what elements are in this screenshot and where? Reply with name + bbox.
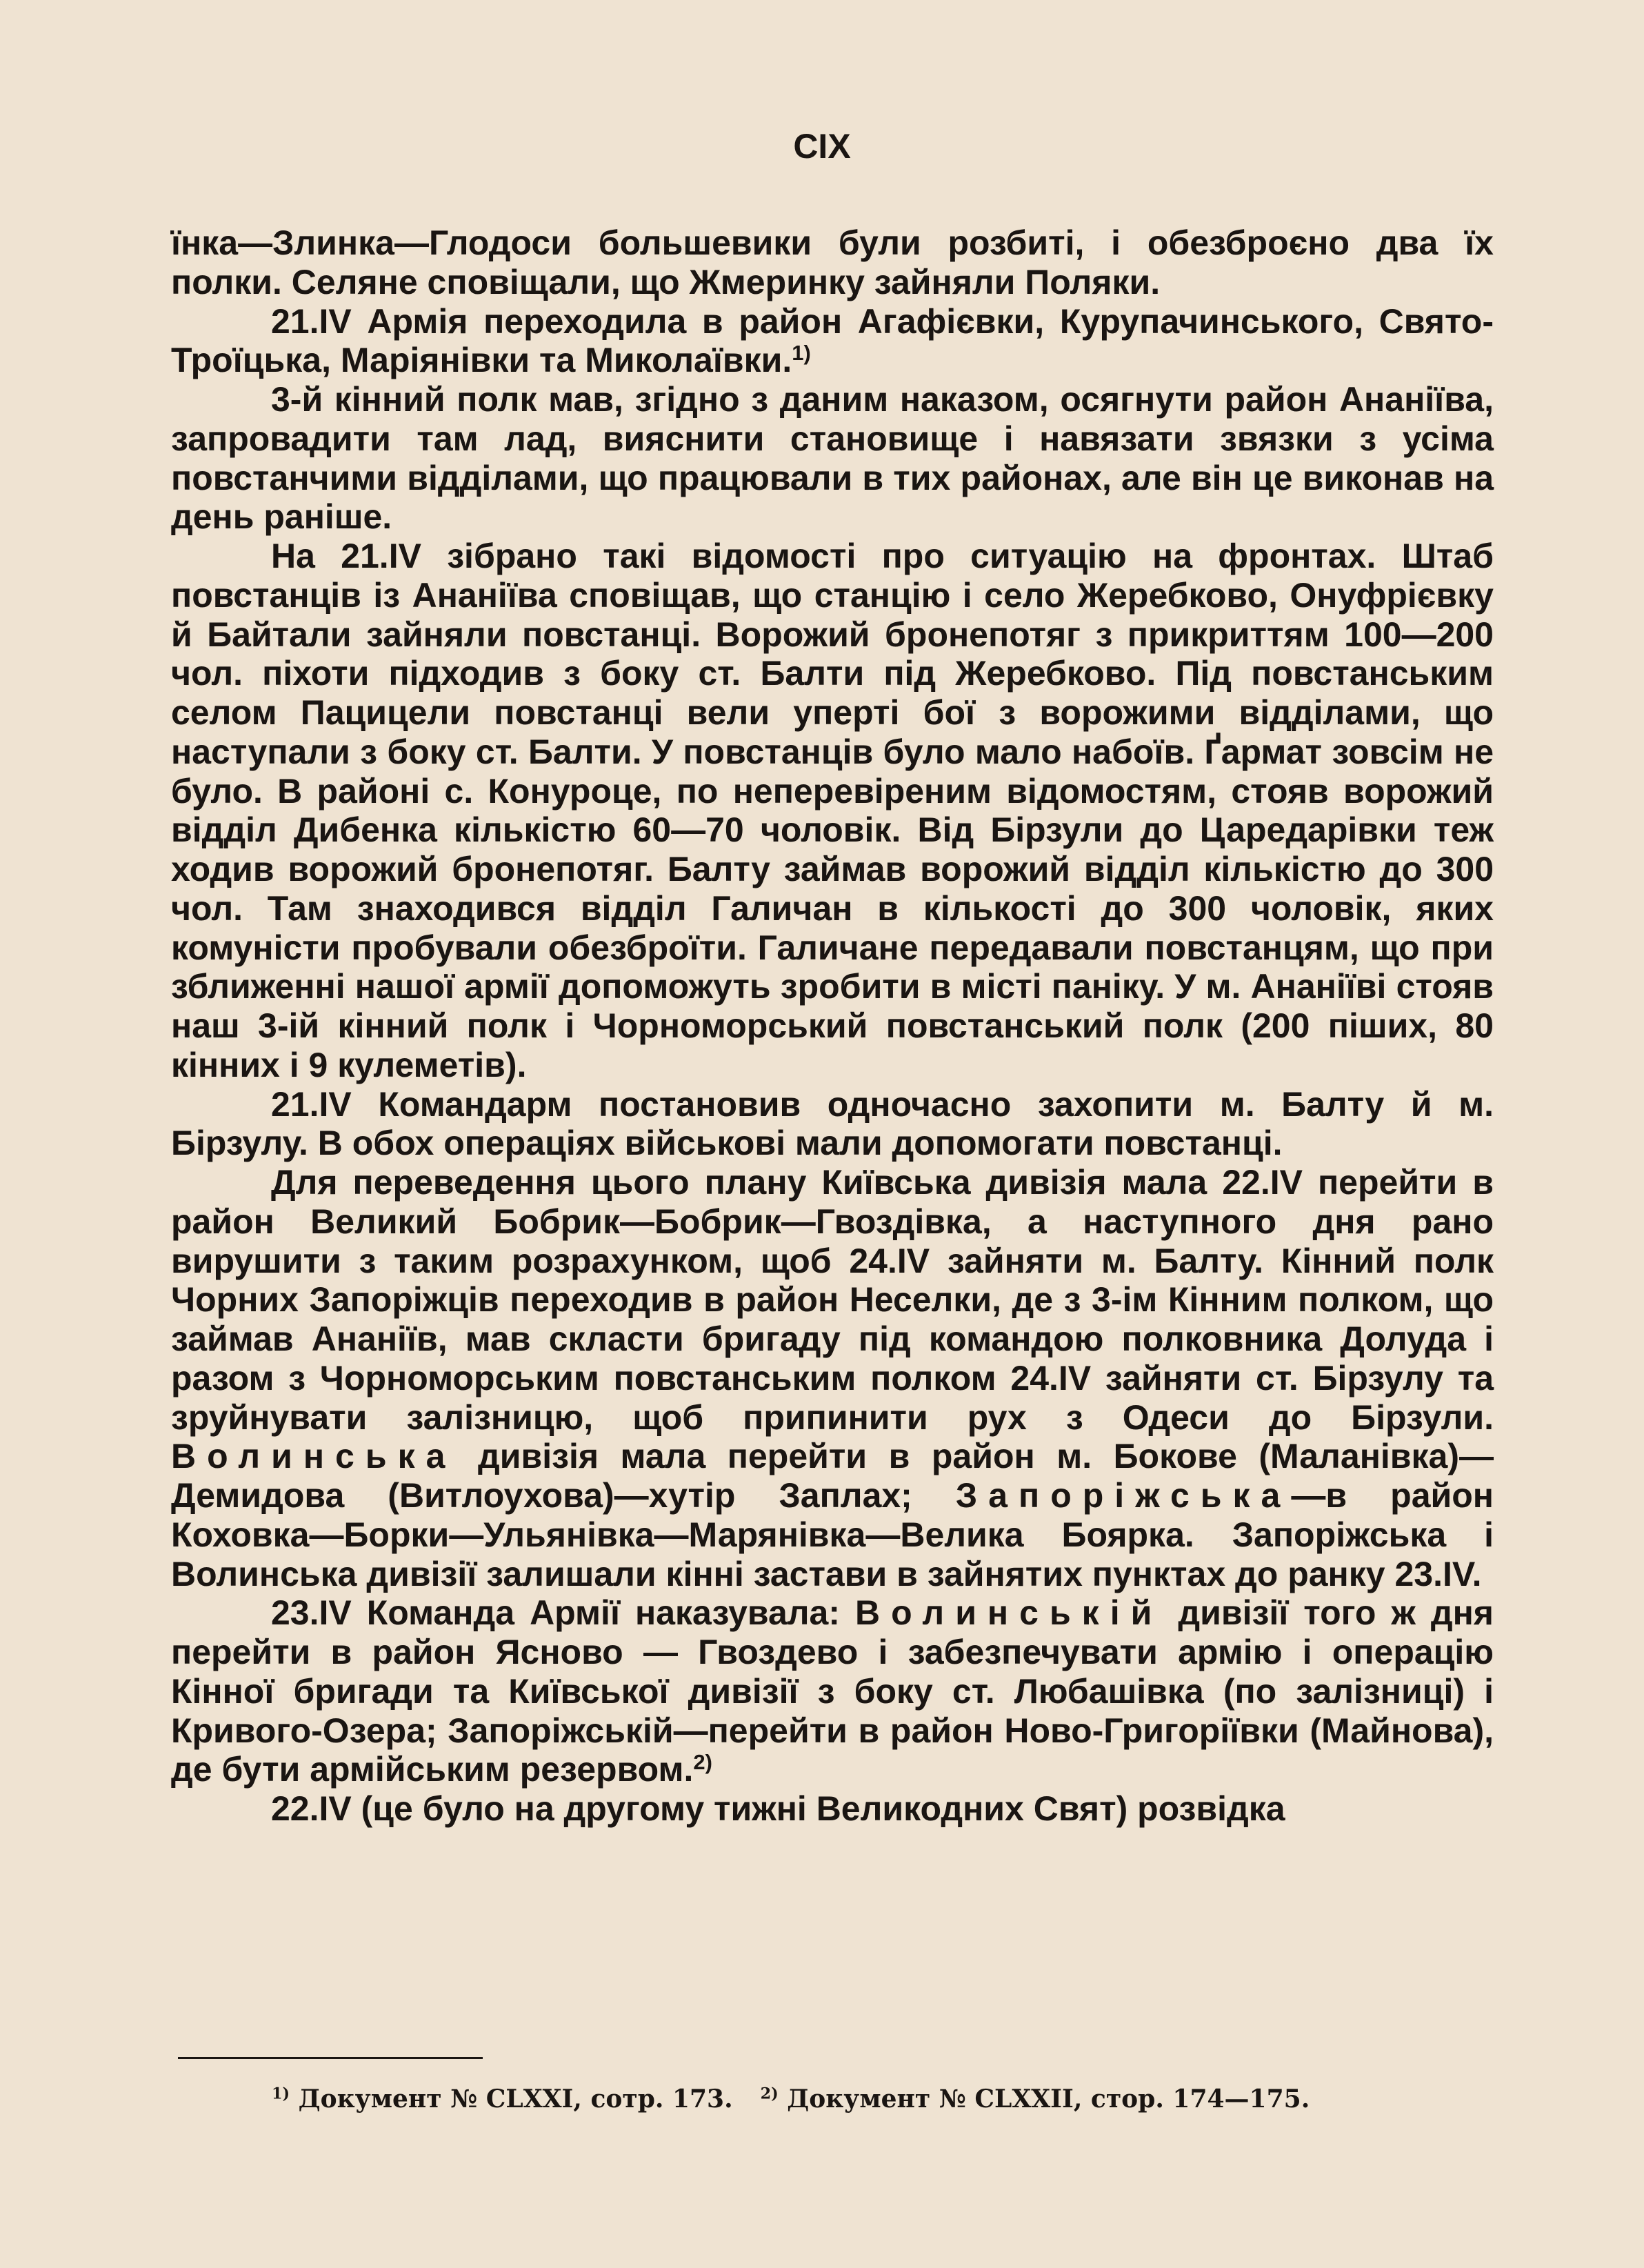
footnote-1-mark: 1) [272,2085,290,2103]
footnotes [272,2082,1513,2116]
paragraph-6-text-e: —в район Коховка—Борки—Ульянівка—Марянівка—Велика Боярка. Запоріжська і Волинська дивізії залишали кінні застави в зайнятих пунктах до ранку 23.IV. [171,1476,1494,1593]
body-text [171,223,1494,1829]
paragraph-8: 22.IV (це було на другому тижні Великодних Свят) розвідка [271,1789,1285,1828]
footnote-2 [761,2085,1310,2113]
division-name-zaporizhska: Запоріжська [955,1476,1292,1515]
paragraph-7 [171,1593,1494,1789]
footnote-2-text: Документ № CLXXII, стор. 174—175. [787,2085,1310,2113]
paragraph-6-text-a: Для переведення цього плану Київська дивізія мала 22.IV перейти в район Великий Бобрик—Бобрик—Гвоздівка, а наступного дня рано вирушити з таким розрахунком, щоб 24.IV зайняти м. Балту. Кінний полк Чорних Запоріжців переходив в район Неселки, де з 3-ім Кінним полком, що займав Ананіїв, мав скласти бригаду під командою полковника Долуда і разом з Чорноморським повстанським полком 24.IV зайняти ст. Бірзулу та зруйнувати залізницю, щоб припинити рух з Одеси до Бірзули. [171,1163,1494,1437]
footnote-1 [272,2085,733,2113]
paragraph-6-text-c: дивізія мала перейти в район м. Бокове (Маланівка)—Демидова (Витлоухова)—хутір Заплах; [171,1437,1494,1515]
paragraph-4: На 21.IV зібрано такі відомості про ситуацію на фронтах. Штаб повстанців із Ананіїва сповіщав, що станцію і село Жеребково, Онуфрієвку й Байтали зайняли повстанці. Ворожий бронепотяг з прикриттям 100—200 чол. піхоти підходив з боку ст. Балти під Жеребково. Під повстанським селом Пацицели повстанці вели уперті бої з ворожими відділами, що наступали з боку ст. Балти. У повстанців було мало набоїв. Ґармат зовсім не було. В районі с. Конуроце, по неперевіреним відомостям, стояв ворожий відділ Дибенка кількістю 60—70 чоловік. Від Бірзули до Царедарівки теж ходив ворожий бронепотяг. Балту займав ворожий відділ кількістю до 300 чол. Там знаходився відділ Галичан в кількості до 300 чоловік, яких комуністи пробували обезброїти. Галичане передавали повстанцям, що при зближенні нашої армії допоможуть зробити в місті паніку. У м. Ананіїві стояв наш 3-ій кінний полк і Чорноморський повстанський полк (200 піших, 80 кінних і 9 кулеметів). [171,537,1494,1084]
paragraph-3: 3-й кінний полк мав, згідно з даним наказом, осягнути район Ананіїва, запровадити там лад, вияснити становище і навязати звязки з усіма повстанчими відділами, що працювали в тих районах, але він це виконав на день раніше. [171,380,1494,537]
footnote-1-text: Документ № CLXXI, сотр. 173. [298,2085,733,2113]
paragraph-2 [171,302,1494,381]
paragraph-5: 21.IV Командарм постановив одночасно захопити м. Балту й м. Бірзулу. В обох операціях військові мали допомогати повстанці. [171,1084,1494,1163]
paragraph-6 [171,1163,1494,1593]
paragraph-7-text-c: дивізії того ж дня перейти в район Ясново — Гвоздево і забезпечувати армію і операцію Кінної бригади та Київської дивізії з боку ст. Любашівка (по залізниці) і Кривого-Озера; Запоріжській—перейти в район Ново-Григорiївки (Майнова), де бути армійським резервом. [171,1593,1494,1789]
division-name-volyn: Волинська [171,1437,457,1476]
page-number: CIX [793,127,851,166]
division-name-volynskii: Волинській [855,1593,1163,1633]
footnote-ref-1: 1) [792,341,811,366]
footnote-divider [178,2057,483,2059]
footnote-2-mark: 2) [760,2085,779,2103]
paragraph-2-text: 21.IV Армія переходила в район Агафієвки, Курупачинського, Свято-Троїцька, Маріянівки та Миколаївки. [171,301,1494,380]
footnote-ref-2: 2) [693,1750,712,1775]
paragraph-7-text-a: 23.IV Команда Армії наказувала: [271,1593,840,1633]
paragraph-1: їнка—Злинка—Глодоси большевики були розбиті, і обезброєно два їх полки. Селяне сповіщали, що Жмеринку зайняли Поляки. [171,223,1494,301]
